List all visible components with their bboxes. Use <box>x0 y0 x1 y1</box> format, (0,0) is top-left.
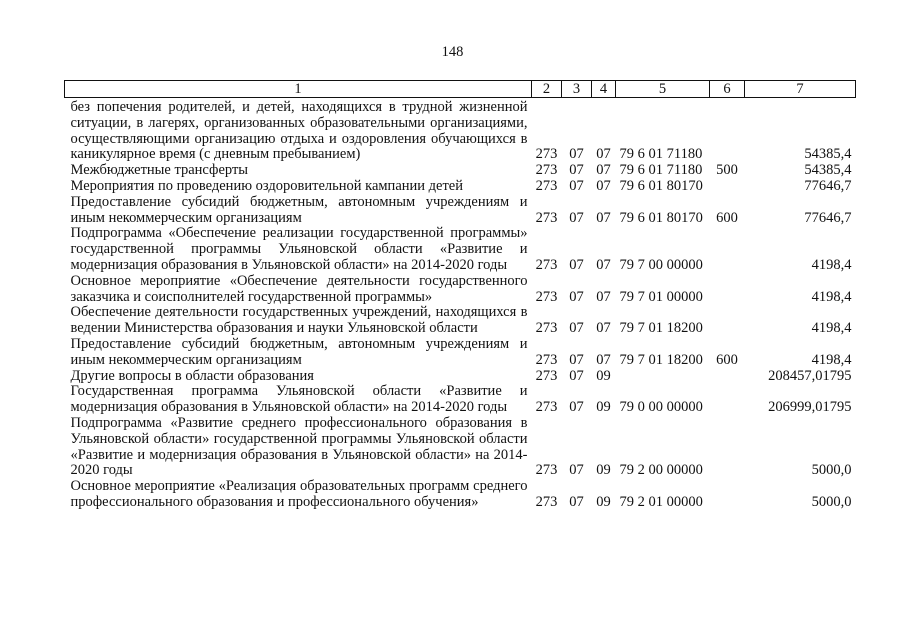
amount: 54385,4 <box>804 162 852 179</box>
section-code: 07 <box>569 493 584 510</box>
target-item-code: 79 7 01 18200 <box>619 320 703 337</box>
row-description: Основное мероприятие «Обеспечение деятельности государственного заказчика и соисполнителей государственной программы» <box>70 272 528 305</box>
ministry-code: 273 <box>535 399 558 416</box>
row-description: без попечения родителей, и детей, находящихся в трудной жизненной ситуации, в лагерях, организованных образовательными организациями, осуществляющими организацию отдыха и оздоровления обучающихся в каникулярное время (с дневным пребыванием) <box>70 99 528 163</box>
target-item-code <box>616 369 710 385</box>
expense-type-code: 600 <box>716 351 738 368</box>
amount: 77646,7 <box>804 209 852 226</box>
table-row <box>65 479 856 511</box>
column-header-1: 1 <box>65 81 532 98</box>
table-row <box>65 337 856 369</box>
ministry-code: 273 <box>535 288 558 305</box>
section-code: 07 <box>569 256 584 273</box>
table-row <box>65 226 856 273</box>
row-description: Подпрограмма «Обеспечение реализации государственной программы» государственной программы Ульяновской области «Развитие и модернизация образования в Ульяновской области» на 2014-2020 годы <box>70 225 528 273</box>
amount: 206999,01795 <box>768 399 852 416</box>
table-row <box>65 305 856 337</box>
expense-type-code <box>710 305 745 337</box>
amount: 54385,4 <box>804 146 852 163</box>
target-item-code: 79 0 00 00000 <box>619 399 703 416</box>
target-item-code: 79 6 01 71180 <box>619 146 703 163</box>
row-description: Основное мероприятие «Реализация образовательных программ среднего профессионального образования и профессионального обучения» <box>70 478 528 510</box>
ministry-code: 273 <box>535 351 558 368</box>
subsection-code: 09 <box>596 493 611 510</box>
section-code: 07 <box>569 367 584 384</box>
ministry-code: 273 <box>535 209 558 226</box>
expense-type-code <box>710 384 745 416</box>
amount: 4198,4 <box>811 256 852 273</box>
section-code: 07 <box>569 177 584 194</box>
section-code: 07 <box>569 162 584 179</box>
ministry-code: 273 <box>535 256 558 273</box>
target-item-code: 79 6 01 80170 <box>619 209 703 226</box>
expense-type-code: 600 <box>716 209 738 226</box>
amount: 4198,4 <box>811 320 852 337</box>
section-code: 07 <box>569 462 584 479</box>
subsection-code: 07 <box>596 162 611 179</box>
row-description: Государственная программа Ульяновской области «Развитие и модернизация образования в Ульяновской области» на 2014-2020 годы <box>70 383 528 416</box>
column-header-6: 6 <box>710 81 745 98</box>
amount: 4198,4 <box>811 351 852 368</box>
row-description: Предоставление субсидий бюджетным, автономным учреждениям и иным некоммерческим организациям <box>70 193 528 226</box>
section-code: 07 <box>569 399 584 416</box>
target-item-code: 79 7 01 18200 <box>619 351 703 368</box>
ministry-code: 273 <box>535 493 558 510</box>
column-header-4: 4 <box>592 81 616 98</box>
expense-type-code <box>710 416 745 479</box>
table-row <box>65 98 856 164</box>
ministry-code: 273 <box>535 162 558 179</box>
amount: 77646,7 <box>804 177 852 194</box>
ministry-code: 273 <box>535 367 558 384</box>
target-item-code: 79 2 01 00000 <box>619 493 703 510</box>
subsection-code: 09 <box>596 367 611 384</box>
target-item-code: 79 7 01 00000 <box>619 288 703 305</box>
table-row <box>65 195 856 227</box>
table-row <box>65 416 856 479</box>
subsection-code: 07 <box>596 209 611 226</box>
section-code: 07 <box>569 320 584 337</box>
table-row <box>65 274 856 306</box>
row-description: Обеспечение деятельности государственных учреждений, находящихся в ведении Министерства образования и науки Ульяновской области <box>70 304 528 337</box>
ministry-code: 273 <box>535 146 558 163</box>
ministry-code: 273 <box>535 177 558 194</box>
row-description: Межбюджетные трансферты <box>70 162 249 179</box>
table-row <box>65 179 856 195</box>
table-row <box>65 384 856 416</box>
subsection-code: 07 <box>596 288 611 305</box>
subsection-code: 07 <box>596 320 611 337</box>
header-row <box>65 81 856 98</box>
amount: 208457,01795 <box>768 367 852 384</box>
expense-type-code <box>710 479 745 511</box>
subsection-code: 09 <box>596 399 611 416</box>
amount: 5000,0 <box>811 493 852 510</box>
section-code: 07 <box>569 209 584 226</box>
subsection-code: 07 <box>596 177 611 194</box>
expense-type-code: 500 <box>716 162 738 179</box>
expense-type-code <box>710 179 745 195</box>
row-description: Мероприятия по проведению оздоровительной кампании детей <box>70 177 464 194</box>
row-description: Подпрограмма «Развитие среднего профессионального образования в Ульяновской области» государственной программы Ульяновской области «Развитие и модернизация образования в Ульяновской области» на 2014-2020 годы <box>70 414 528 479</box>
expense-type-code <box>710 98 745 164</box>
subsection-code: 07 <box>596 351 611 368</box>
amount: 5000,0 <box>811 462 852 479</box>
row-description: Предоставление субсидий бюджетным, автономным учреждениям и иным некоммерческим организациям <box>70 335 528 368</box>
expense-type-code <box>710 274 745 306</box>
target-item-code: 79 7 00 00000 <box>619 256 703 273</box>
ministry-code: 273 <box>535 320 558 337</box>
target-item-code: 79 2 00 00000 <box>619 462 703 479</box>
section-code: 07 <box>569 351 584 368</box>
ministry-code: 273 <box>535 462 558 479</box>
section-code: 07 <box>569 288 584 305</box>
subsection-code: 07 <box>596 256 611 273</box>
row-description: Другие вопросы в области образования <box>70 367 314 384</box>
budget-table <box>64 80 856 511</box>
expense-type-code <box>710 226 745 273</box>
subsection-code: 07 <box>596 146 611 163</box>
column-header-3: 3 <box>562 81 592 98</box>
column-header-5: 5 <box>616 81 710 98</box>
subsection-code: 09 <box>596 462 611 479</box>
amount: 4198,4 <box>811 288 852 305</box>
target-item-code: 79 6 01 71180 <box>619 162 703 179</box>
column-header-2: 2 <box>532 81 562 98</box>
target-item-code: 79 6 01 80170 <box>619 177 703 194</box>
expense-type-code <box>710 369 745 385</box>
page-number: 148 <box>441 44 464 60</box>
table-row <box>65 369 856 385</box>
table-row <box>65 163 856 179</box>
column-header-7: 7 <box>745 81 856 98</box>
section-code: 07 <box>569 146 584 163</box>
